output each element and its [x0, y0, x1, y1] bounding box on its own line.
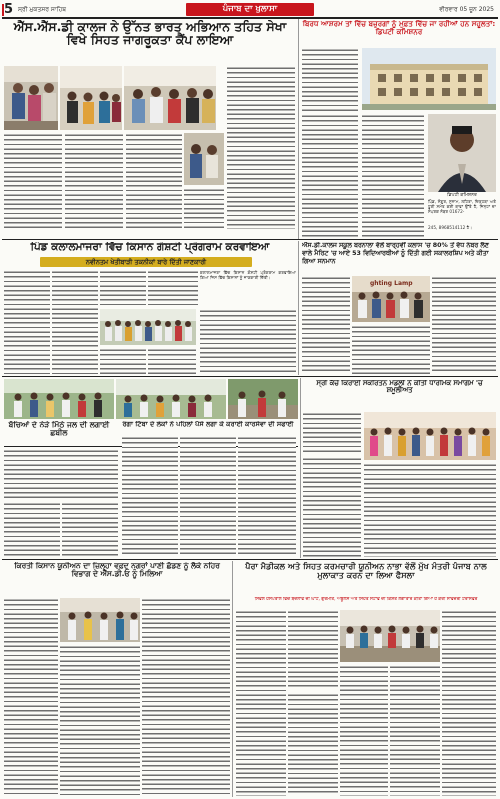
kisan-column-6: [148, 348, 196, 374]
lead-column-1: [4, 133, 62, 229]
lead-column-3: [126, 133, 182, 229]
school-column-2: [432, 276, 496, 374]
column-divider-2: [298, 241, 299, 375]
religious-headline: ਸ੍ਰੀ ਕੱਚੇ ਕਿਰਾਈ ਸਕਰਿਤਨ ਮੰਡਲੀ ਨੇ ਕੀਤੀ ਧਾਰਮਿਕ ਸਮਾਗਮ 'ਚ ਸ਼ਮੂਲੀਅਤ: [316, 380, 483, 395]
religious-column-3: [364, 463, 496, 557]
kissan2-headline: ਕਿਰਤੀ ਕਿਸਾਨ ਯੂਨੀਅਨ ਦਾ ਜ਼ਿਲ੍ਹਾ ਵਫ਼ਦ ਨਗਰਾਂ ਪਾਣੀ ਛੱਡਣ ਨੂੰ ਲੈਕੇ ਨਹਿਰ ਵਿਭਾਗ ਦੇ ਐੱਸ.ਡੀ.ਓ ਨੂੰ ਮਿਲਿਆ: [14, 562, 220, 578]
para-subhead: ਸਿਵਲ ਹਸਪਤਾਲ ਵਿੱਚ ਬਦਲਾਵ ਦੀ ਘਾਟ, ਗੁਰਮੀਤ, ਐਂਬੂਲੈਂਸ ਅਤੇ ਸਿਹਤ ਸਟਾਫ ਦੀ ਕਿਸ਼ਤ ਲਗਾਤਾਰ ਕੀਤਾ ਗਿਆ ਹੈ ਕੋਰੀ ਸਾਵੇਂਦਰੀ ਟਰਾਂਸਫਰ: [254, 597, 478, 602]
school-headline: ਐੱਸ.ਡੀ.ਕਾਲਜ ਸਕੂਲ ਬਰਨਾਲਾ ਵੱਲੋਂ ਬਾਰ੍ਹਵੀਂ ਕਲਾਸ 'ਚ 80% ਤੋਂ ਵੱਧ ਨੰਬਰ ਲੈਣ ਵਾਲੇ ਮੈਰਿਟ 'ਚ ਆਏ 53 ਵਿਦਿਆਰਥੀਆਂ ਨੂੰ ਦਿੱਤੀ ਗਈ ਸਕਾਲਰਸ਼ਿਪ ਅਤੇ ਕੀਤਾ ਗਿਆ ਸਨਮਾਨ: [302, 242, 489, 265]
lead-photo-2: [60, 66, 122, 130]
roadside-headline: ਬੱਚਿਆਂ ਦੇ ਨੇੜੇ ਮਿੱਠੇ ਜਲ ਦੀ ਲਗਾਈ ਛਬੀਲ: [8, 421, 110, 437]
column-divider-4: [300, 410, 301, 558]
elderly-building-image: [362, 48, 496, 110]
lead-photo-1: [4, 66, 58, 130]
trees-photo-3-image: [228, 379, 298, 419]
para-meeting-image: [340, 610, 440, 662]
kisan-ribbon: ਨਵੀਨਤਮ ਖੇਤੀਬਾੜੀ ਤਕਨੀਕਾਂ ਬਾਰੇ ਦਿੱਤੀ ਜਾਣਕਾਰੀ: [40, 257, 252, 267]
lead-photo-3-image: [124, 66, 216, 130]
paper-name: ਸ੍ਰੀ ਮੁਕਤਸਰ ਸਾਹਿਬ: [18, 6, 67, 13]
lead-photo-4-image: [184, 133, 224, 185]
rule-2: [2, 239, 498, 240]
trees-column-2: [180, 436, 236, 556]
elderly-headline: ਬਿਰਧ ਆਸ਼ਰਮ ਤਾਂ ਵਿੱਚ ਬਜ਼ੁਰਗਾਂ ਨੂੰ ਮੁਫ਼ਤ ਵਿੱਚ ਜਾ ਰਹੀਆਂ ਹਨ ਸਹੂਲਤਾਂ: ਡਿਪਟੀ ਕਮਿਸ਼ਨਰ: [302, 20, 496, 36]
column-divider-5: [232, 561, 233, 797]
school-column-3: [352, 325, 430, 374]
trees-column-3: [238, 436, 296, 556]
elderly-column-2: [302, 114, 358, 238]
religious-column-1: [303, 412, 361, 454]
para-photo: [340, 610, 440, 662]
elderly-photo: [362, 48, 496, 110]
dc-name: ਡਿਪਟੀ ਕਮਿਸ਼ਨਰ: [447, 193, 477, 198]
lead-column-4: [184, 188, 224, 229]
kisan-group-image: [100, 309, 196, 345]
para-column-5: [340, 665, 388, 796]
lead-photo-2-image: [60, 66, 122, 130]
kissan2-meeting-image: [60, 598, 140, 642]
trees-photo-1: [4, 379, 114, 419]
kisan-column-2: [52, 270, 98, 374]
roadside-column-3: [62, 502, 118, 556]
trees-photo-1-image: [4, 379, 114, 419]
lead-photo-3: [124, 66, 216, 130]
rule-3: [2, 376, 498, 377]
para-column-1: [236, 610, 286, 796]
trees-photo-3: [228, 379, 298, 419]
kisan-column-1: [4, 270, 50, 374]
page-number-marker: [2, 4, 4, 16]
lead-column-5: [227, 66, 295, 229]
roadside-column-1: [4, 449, 118, 499]
kisan-snippet: ਕਲਾਲਮਾਜਰਾ ਵਿੱਚ ਕਿਸਾਨ ਗੋਸ਼ਟੀ ਪ੍ਰੋਗਰਾਮ ਕਰਵਾਇਆ ਗਿਆ ਜਿਸ ਵਿੱਚ ਕਿਸਾਨਾਂ ਨੂੰ ਜਾਣਕਾਰੀ ਦਿੱਤੀ।: [200, 270, 296, 281]
kissan2-column-3: [142, 598, 230, 796]
trees-column-1: [122, 436, 178, 556]
trees-photo-2-image: [116, 379, 226, 419]
header-rule: [2, 17, 498, 19]
para-column-4: [288, 693, 338, 796]
page-number: 5: [4, 2, 14, 17]
lead-photo-4: [184, 133, 224, 185]
kissan2-photo: [60, 598, 140, 642]
kisan-photo: [100, 309, 196, 345]
religious-photo: [364, 412, 496, 460]
kisan-column-3: [100, 270, 146, 306]
rule-5: [2, 559, 498, 560]
lead-column-2: [65, 133, 123, 229]
kissan2-column-2: [60, 645, 140, 796]
para-column-3: [442, 610, 496, 796]
para-headline: ਪੈਰਾ ਮੈਡੀਕਲ ਅਤੇ ਸਿਹਤ ਕਰਮਚਾਰੀ ਯੂਨੀਅਨ ਨਾਭਾ ਵੱਲੋਂ ਮੁੱਖ ਮੰਤਰੀ ਪੰਜਾਬ ਨਾਲ ਮੁਲਾਕਾਤ ਕਰਨ ਦਾ ਲਿਆ ਫੈਸਲਾ: [245, 562, 487, 580]
trees-headline: ਰੰਗਾ ਟਿੱਬਾ ਦੇ ਲੋਕਾਂ ਨੇ ਪਹਿਲਾਂ ਪੈਸੇ ਲਗਾ ਕੇ ਕਰਾਈ ਕਾਰਸੇਵਾ ਦੀ ਸਫਾਈ: [122, 421, 294, 428]
para-column-2: [288, 610, 338, 690]
religious-column-2: [303, 457, 361, 557]
dc-caption: ਪਿੰਡ, ਸੰਗੂਰ, ਸੁਨਾਮ, ਲਹਿਰਾ, ਦਿੜ੍ਹਬਾ ਅਤੇ ਧੂਰੀ ਸਮੇਤ ਕਈ ਥਾਵਾਂ ਉੱਤੇ ਹੈ, ਜਿਨ੍ਹਾਂ ਦਾ ਸੰਪਰਕ ਨੰਬਰ 01672-: [428, 199, 496, 215]
trees-photo-2: [116, 379, 226, 419]
kisan-headline: ਪਿੰਡ ਕਲਾਲਮਾਜਰਾ ਵਿੱਚ ਕਿਸਾਨ ਗੋਸ਼ਟੀ ਪ੍ਰੋਗਰਾਮ ਕਰਵਾਇਆ: [30, 242, 270, 253]
kisan-column-5: [100, 348, 146, 374]
lead-photo-1-image: [4, 66, 58, 130]
roadside-column-2: [4, 502, 60, 556]
dc-photo: [428, 114, 496, 192]
dc-phone: 245, 8968514112 ਹੈ।: [428, 225, 473, 230]
elderly-column-3: [362, 114, 424, 238]
dc-portrait-image: [428, 114, 496, 192]
religious-gathering-image: [364, 412, 496, 460]
column-divider-1: [298, 19, 299, 239]
kisan-column-4: [148, 270, 198, 306]
para-column-6: [390, 665, 440, 796]
school-banner-text: ghting Lamp: [370, 280, 413, 287]
kisan-column-7: [200, 309, 296, 374]
kissan2-column-1: [4, 598, 58, 796]
school-photo: [352, 276, 430, 322]
school-column-1: [302, 276, 350, 374]
date: ਵੀਰਵਾਰ 05 ਜੂਨ 2025: [439, 6, 494, 13]
lead-headline: ਐੱਸ.ਐੱਸ.ਡੀ ਕਾਲਜ ਨੇ ਉੱਨਤ ਭਾਰਤ ਅਭਿਆਨ ਤਹਿਤ ਸੇਖਾ ਵਿਖੇ ਸਿਹਤ ਜਾਗਰੂਕਤਾ ਕੈਂਪ ਲਾਇਆ: [13, 20, 287, 48]
section-banner: ਪੰਜਾਬ ਦਾ ਖੁਲਾਸਾ: [186, 3, 314, 16]
elderly-column-1: [302, 48, 358, 112]
